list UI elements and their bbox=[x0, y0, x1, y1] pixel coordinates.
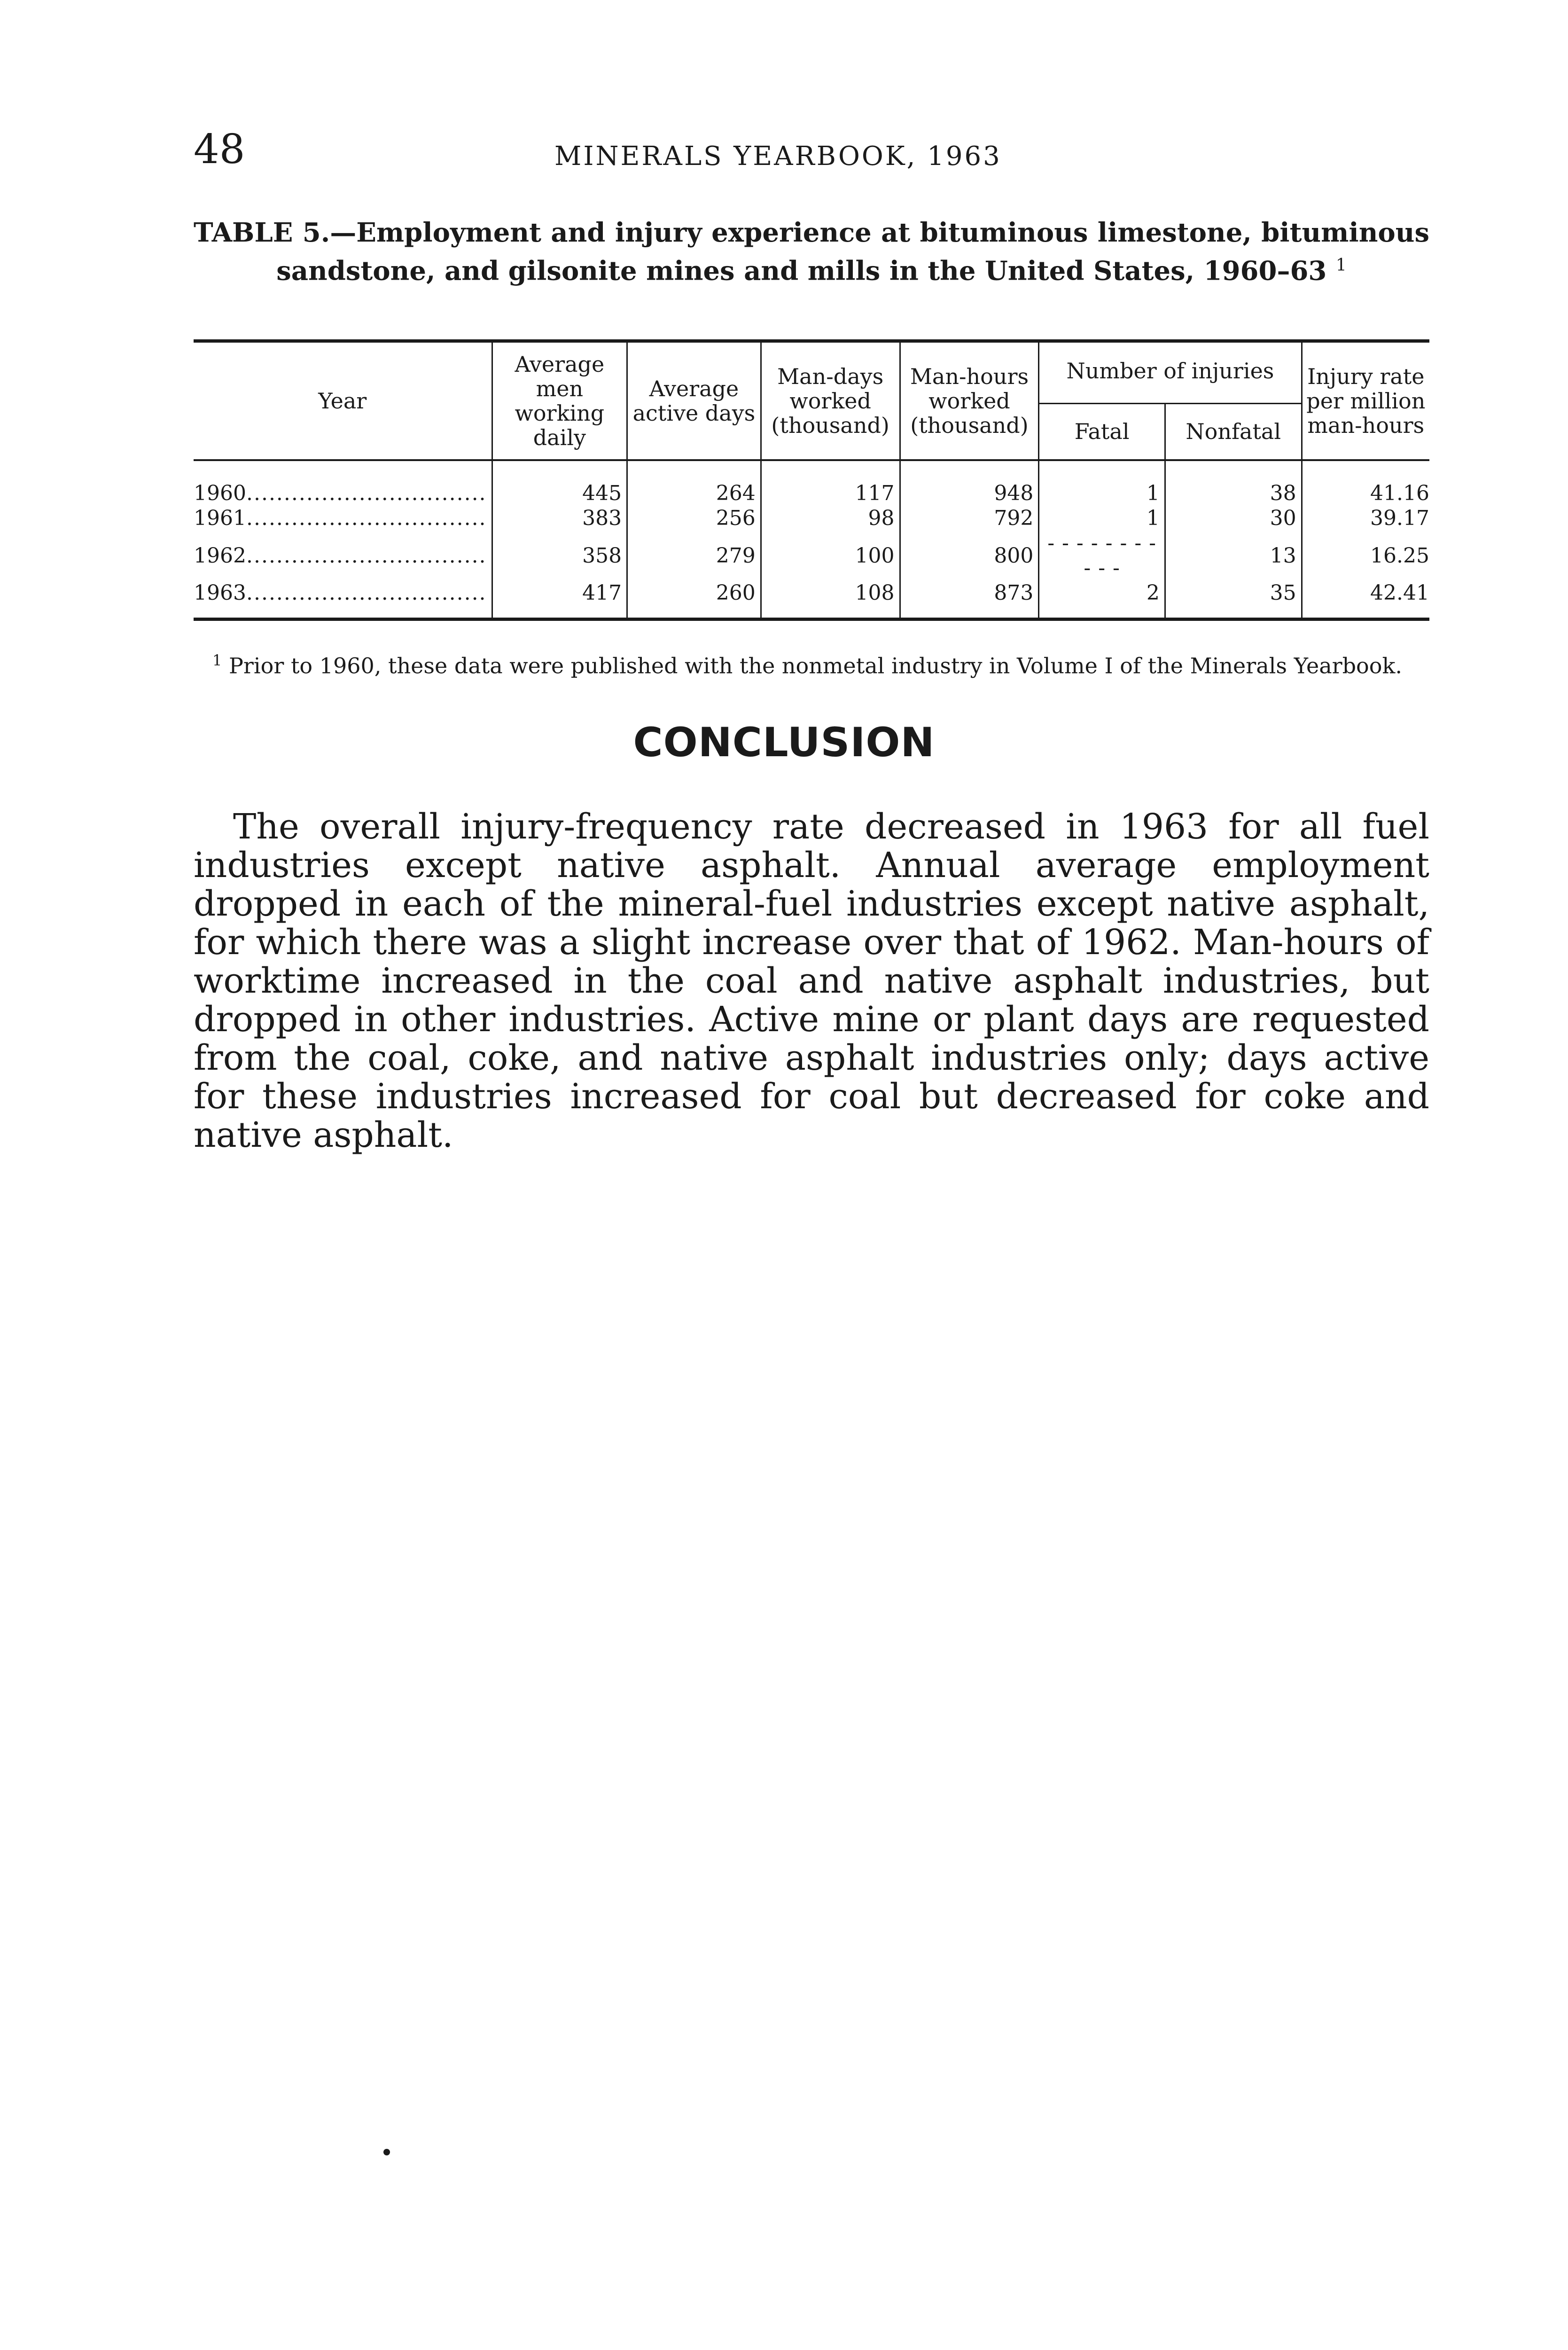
col-header-year: Year bbox=[194, 341, 492, 461]
table-row bbox=[194, 460, 1429, 506]
cell-man-days: 100 bbox=[761, 531, 900, 580]
cell-year: 1961................................ bbox=[194, 506, 487, 530]
cell-avg-men: 417 bbox=[492, 580, 627, 619]
cell-fatal-nil: - - - - - - - - - - - bbox=[1039, 531, 1165, 580]
cell-avg-men: 383 bbox=[492, 506, 627, 531]
injury-table bbox=[194, 339, 1429, 621]
cell-fatal: 1 bbox=[1039, 506, 1165, 531]
cell-man-days: 98 bbox=[761, 506, 900, 531]
cell-active-days: 256 bbox=[627, 506, 761, 531]
cell-fatal: 1 bbox=[1039, 460, 1165, 506]
col-header-fatal: Fatal bbox=[1039, 403, 1165, 460]
table-row bbox=[194, 506, 1429, 531]
table-caption bbox=[194, 216, 1429, 288]
cell-year: 1960................................ bbox=[194, 481, 487, 505]
cell-year: 1962................................ bbox=[194, 543, 487, 568]
col-header-man-days: Man-days worked (thousand) bbox=[761, 341, 900, 461]
cell-injury-rate: 16.25 bbox=[1302, 531, 1429, 580]
cell-active-days: 264 bbox=[627, 460, 761, 506]
cell-nonfatal: 35 bbox=[1165, 580, 1302, 619]
cell-nonfatal: 30 bbox=[1165, 506, 1302, 531]
section-heading: CONCLUSION bbox=[633, 719, 935, 766]
cell-man-hours: 792 bbox=[900, 506, 1039, 531]
cell-nonfatal: 38 bbox=[1165, 460, 1302, 506]
cell-injury-rate: 41.16 bbox=[1302, 460, 1429, 506]
cell-man-hours: 873 bbox=[900, 580, 1039, 619]
caption-footnote-marker: 1 bbox=[1335, 256, 1347, 275]
cell-man-days: 117 bbox=[761, 460, 900, 506]
footnote-marker: 1 bbox=[212, 651, 222, 669]
col-header-avg-men: Average men working daily bbox=[492, 341, 627, 461]
col-header-injury-rate: Injury rate per million man-hours bbox=[1302, 341, 1429, 461]
col-header-active-days: Average active days bbox=[627, 341, 761, 461]
table-footnote bbox=[194, 648, 1429, 678]
footnote-text: Prior to 1960, these data were published with the nonmetal industry in Volume I of the Minerals Yearbook. bbox=[228, 653, 1402, 679]
body-paragraph: The overall injury-frequency rate decreased in 1963 for all fuel industries except native asphalt. Annual average employment dropped in each of the mineral-fuel industries except native asphalt, for which there was a slight increase over that of 1962. Man-hours of worktime increased in the coal and native asphalt industries, but dropped in other industries. Active mine or plant days are requested from the coal, coke, and native asphalt industries only; days active for these industries increased for coal but decreased for coke and native asphalt. bbox=[194, 807, 1429, 1155]
cell-active-days: 260 bbox=[627, 580, 761, 619]
table-row bbox=[194, 580, 1429, 619]
cell-man-days: 108 bbox=[761, 580, 900, 619]
cell-year: 1963................................ bbox=[194, 580, 492, 619]
running-title: MINERALS YEARBOOK, 1963 bbox=[554, 141, 1002, 172]
table-row bbox=[194, 531, 1429, 580]
page-number: 48 bbox=[194, 126, 245, 173]
cell-fatal: 2 bbox=[1039, 580, 1165, 619]
print-speck bbox=[383, 2149, 390, 2155]
col-header-injuries-group: Number of injuries bbox=[1039, 341, 1302, 404]
col-header-nonfatal: Nonfatal bbox=[1165, 403, 1302, 460]
cell-nonfatal: 13 bbox=[1165, 531, 1302, 580]
col-header-man-hours: Man-hours worked (thousand) bbox=[900, 341, 1039, 461]
cell-man-hours: 800 bbox=[900, 531, 1039, 580]
cell-man-hours: 948 bbox=[900, 460, 1039, 506]
cell-avg-men: 358 bbox=[492, 531, 627, 580]
cell-injury-rate: 39.17 bbox=[1302, 506, 1429, 531]
cell-injury-rate: 42.41 bbox=[1302, 580, 1429, 619]
cell-active-days: 279 bbox=[627, 531, 761, 580]
cell-avg-men: 445 bbox=[492, 460, 627, 506]
table-caption-text: TABLE 5.—Employment and injury experience at bituminous limestone, bituminous sandstone, and gilsonite mines and mills in the United States, 1960–63 bbox=[194, 217, 1429, 287]
